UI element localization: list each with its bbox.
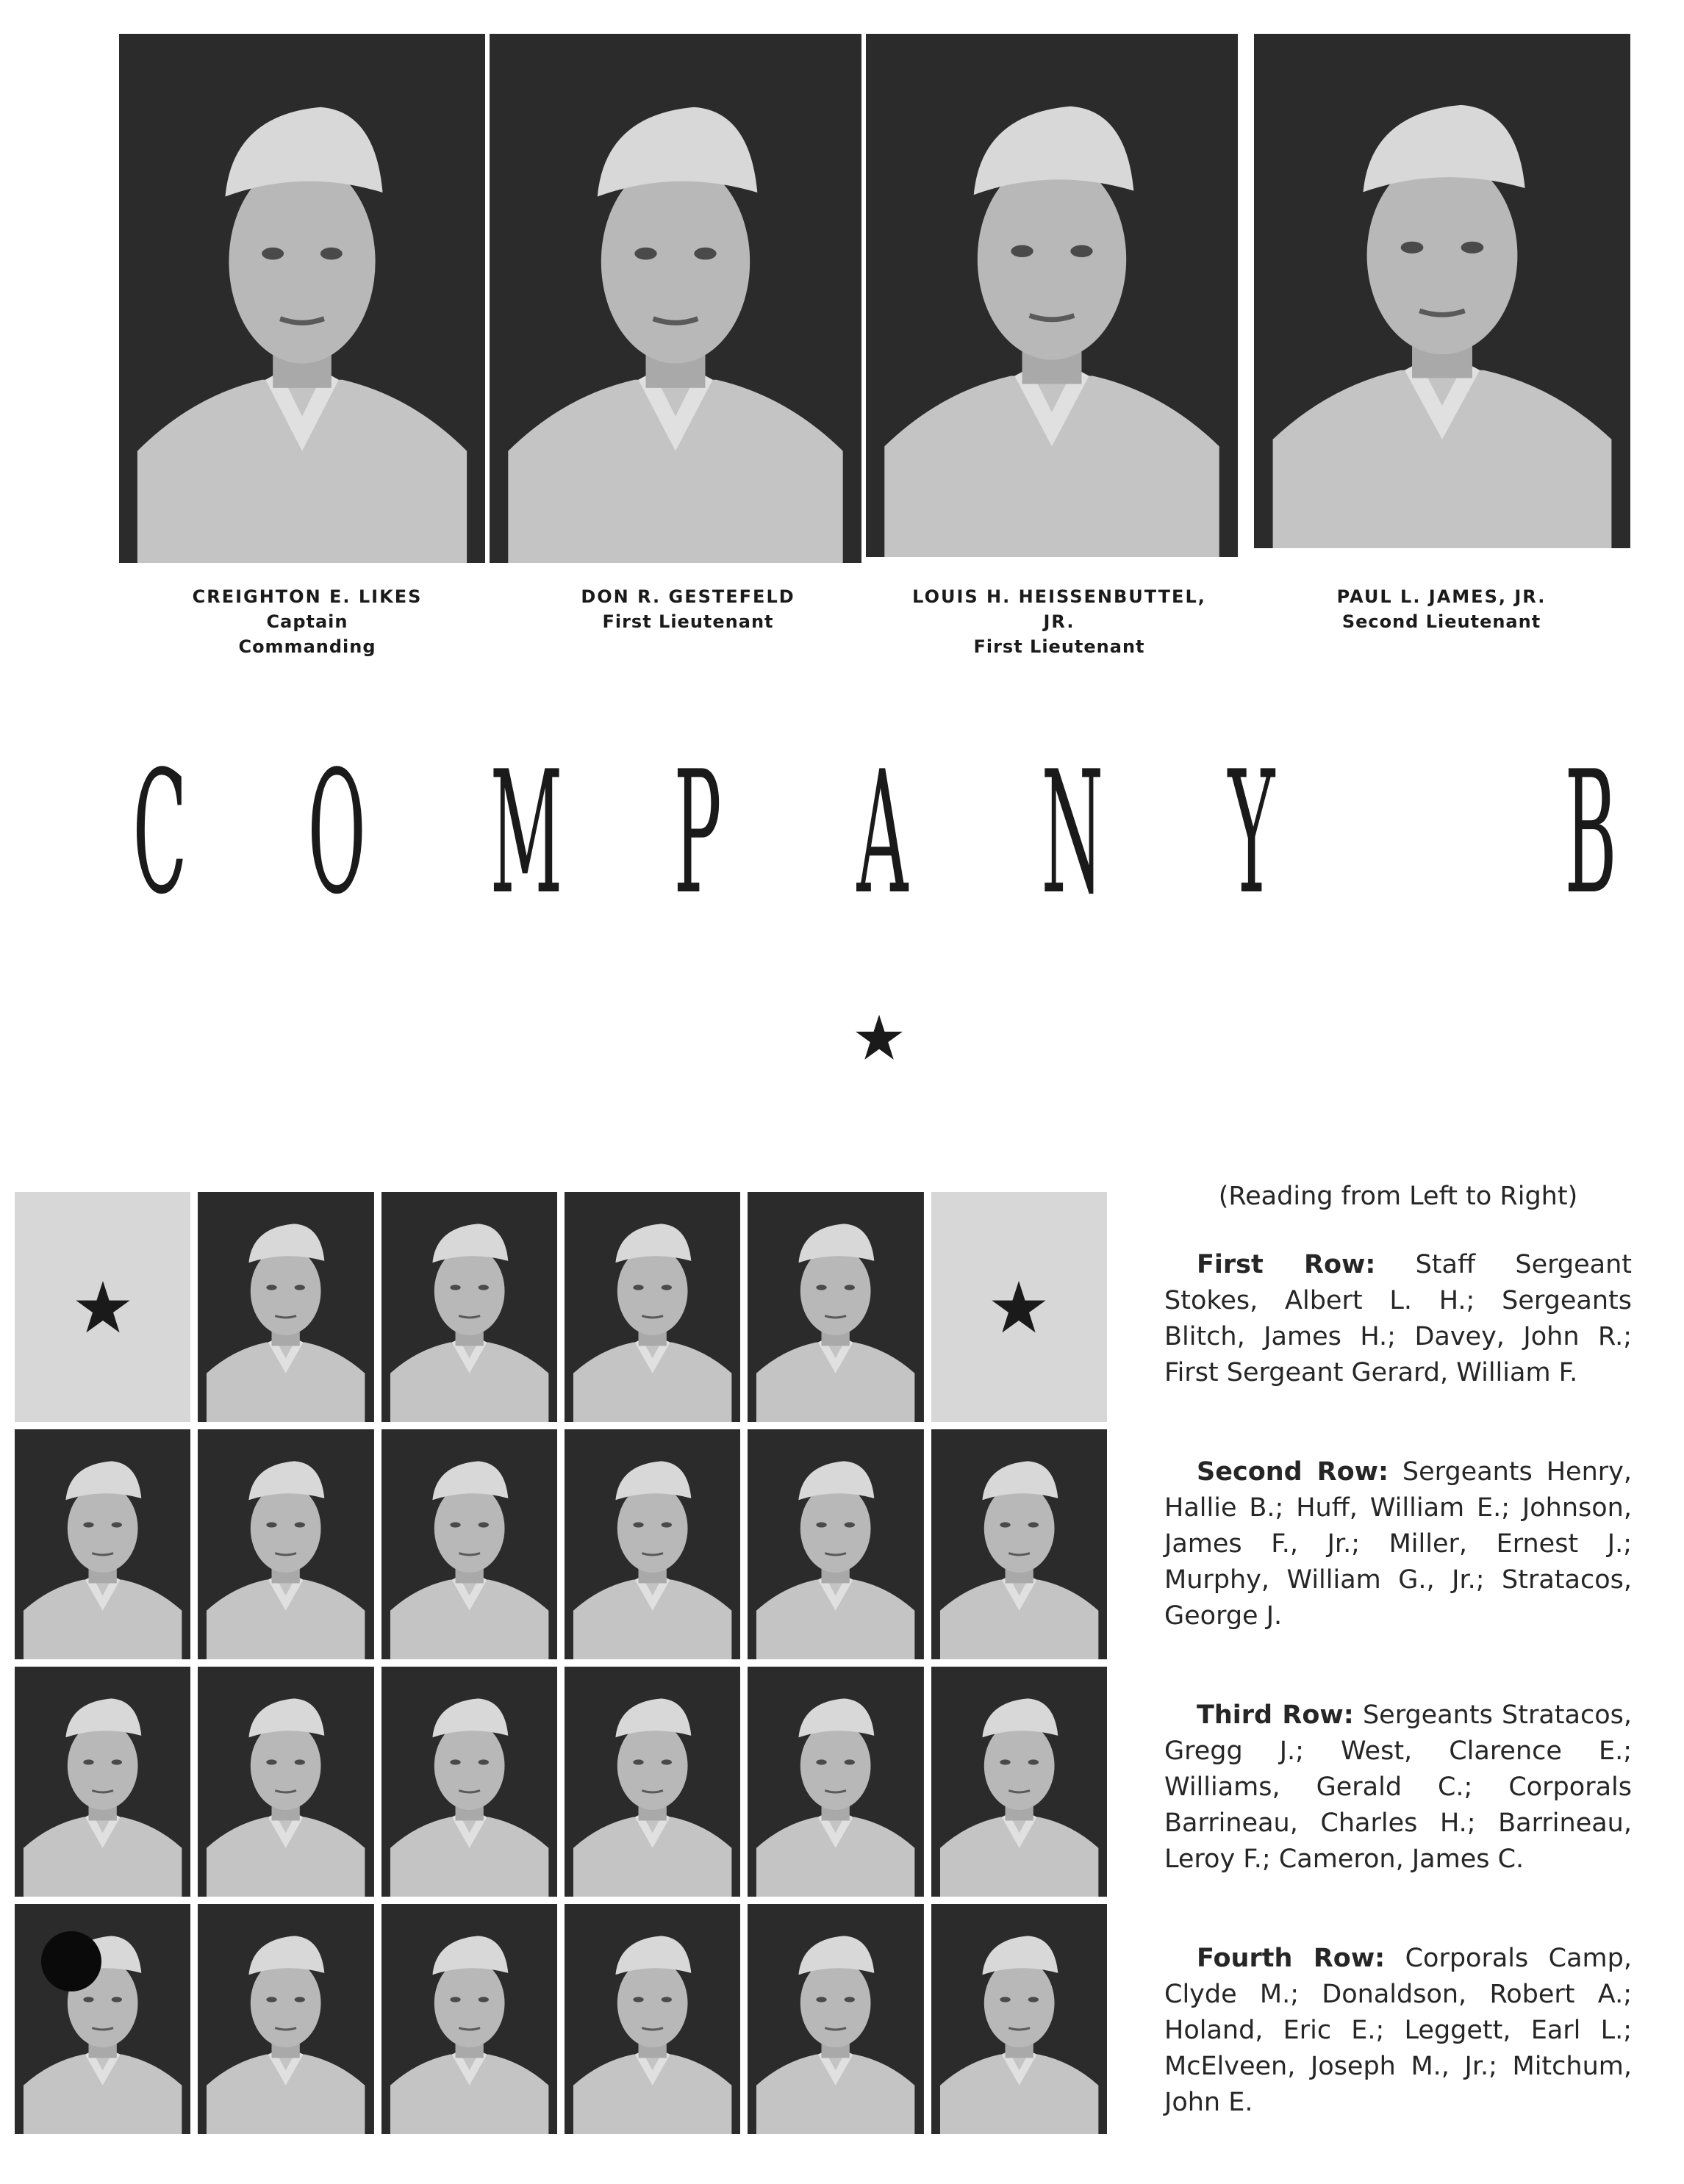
portrait-photo [931, 1429, 1107, 1659]
portrait-photo [565, 1429, 740, 1659]
title-letter: M [490, 736, 563, 932]
row-names: Staff Sergeant Stokes, Albert L. H.; Sergeants Blitch, James H.; Davey, John R.; First Sergeant Gerard, William F. [1164, 1250, 1632, 1387]
blank-tile [931, 1192, 1107, 1422]
portrait-photo [565, 1192, 740, 1422]
photo-grid [15, 1192, 1107, 2134]
officer-caption [149, 584, 465, 659]
portrait-photo [198, 1904, 373, 2134]
portrait-photo [198, 1429, 373, 1659]
star-icon [74, 1279, 132, 1336]
title-letter: C [132, 736, 187, 932]
roster-text [1164, 1179, 1632, 2184]
portrait-photo [198, 1667, 373, 1897]
reading-note: (Reading from Left to Right) [1218, 1182, 1578, 1211]
blank-tile [15, 1192, 190, 1422]
portrait-photo [15, 1667, 190, 1897]
portrait-photo [931, 1667, 1107, 1897]
title-letter: O [307, 736, 366, 932]
punch-hole [41, 1931, 101, 1991]
portrait-photo [198, 1192, 373, 1422]
roster-row-first [1164, 1247, 1632, 1391]
portrait-photo [15, 1429, 190, 1659]
title-letter: N [1041, 736, 1104, 932]
officer-photo-gestefeld [490, 34, 861, 563]
title-letter: A [856, 736, 909, 932]
portrait-photo [565, 1667, 740, 1897]
portrait-photo [15, 1904, 190, 2134]
title-letter: Y [1228, 736, 1275, 932]
portrait-photo [748, 1667, 923, 1897]
row-names: Corporals Camp, Clyde M.; Donaldson, Robert A.; Holand, Eric E.; Leggett, Earl L.; McElveen, Joseph M., Jr.; Mitchum, John E. [1164, 1944, 1632, 2117]
portrait-photo [381, 1904, 557, 2134]
row-names: Sergeants Stratacos, Gregg J.; West, Clarence E.; Williams, Gerald C.; Corporals Barrineau, Charles H.; Barrineau, Leroy F.; Cameron, James C. [1164, 1700, 1632, 1874]
officer-photo-heissenbuttel [866, 34, 1238, 557]
title-letter: B [1564, 736, 1617, 932]
officer-photo-james [1254, 34, 1630, 548]
star-icon [854, 1013, 904, 1063]
row-heading: First Row: [1197, 1250, 1376, 1279]
portrait-photo [748, 1904, 923, 2134]
portrait-photo [748, 1429, 923, 1659]
row-heading: Fourth Row: [1197, 1944, 1386, 1973]
row-heading: Third Row: [1197, 1700, 1354, 1730]
portrait-photo [381, 1429, 557, 1659]
portrait-photo [381, 1192, 557, 1422]
officer-caption [530, 584, 846, 634]
roster-row-fourth [1164, 1941, 1632, 2121]
portrait-photo [931, 1904, 1107, 2134]
officer-name: DON R. GESTEFELD [581, 586, 795, 607]
row-names: Sergeants Henry, Hallie B.; Huff, William E.; Johnson, James F., Jr.; Miller, Ernest J.; Murphy, William G., Jr.; Stratacos, George J. [1164, 1457, 1632, 1631]
officer-rank: First Lieutenant [602, 611, 774, 632]
officer-rank: Captain [266, 611, 348, 632]
portrait-photo [748, 1192, 923, 1422]
roster-row-second [1164, 1454, 1632, 1634]
officer-caption [901, 584, 1217, 659]
officer-rank: Second Lieutenant [1341, 611, 1541, 632]
officer-caption [1283, 584, 1599, 634]
officer-name: LOUIS H. HEISSENBUTTEL, JR. [912, 586, 1206, 632]
officer-name: PAUL L. JAMES, JR. [1336, 586, 1547, 607]
portrait-photo [381, 1667, 557, 1897]
row-heading: Second Row: [1197, 1457, 1389, 1487]
star-icon [990, 1279, 1047, 1336]
officer-rank: First Lieutenant [973, 636, 1145, 657]
portrait-photo [565, 1904, 740, 2134]
roster-row-third [1164, 1698, 1632, 1878]
officer-role: Commanding [238, 636, 376, 657]
officer-name: CREIGHTON E. LIKES [192, 586, 423, 607]
title-letter: P [673, 736, 722, 932]
officer-photo-likes [119, 34, 485, 563]
